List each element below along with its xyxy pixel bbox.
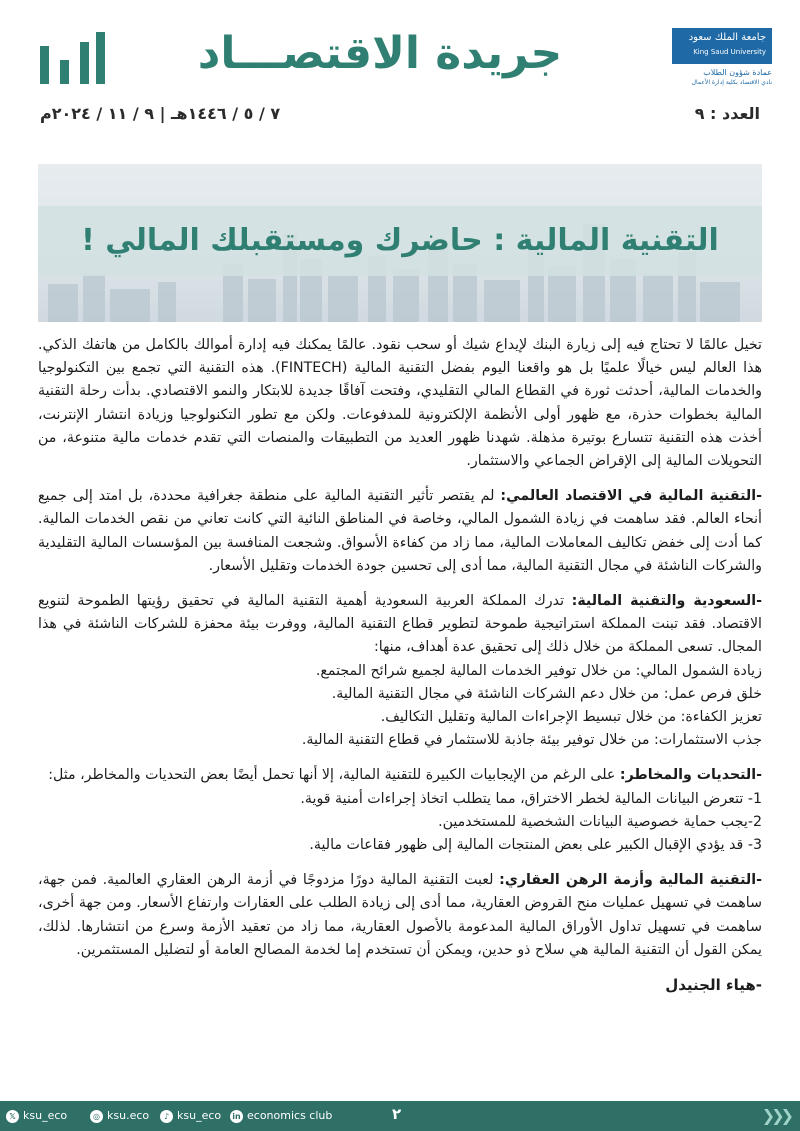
global-economy-section xyxy=(38,485,762,578)
page-footer xyxy=(0,1101,800,1131)
intro-line: تخيل عالمًا لا تحتاج فيه إلى زيارة البنك لإيداع شيك أو سحب نقود. عالمًا يمكنك فيه إدارة أموالك بالكامل من هاتفك الذكي. xyxy=(38,337,762,353)
social-link-tiktok[interactable] xyxy=(160,1107,221,1125)
section-heading: -السعودية والتقنية المالية: xyxy=(571,593,762,610)
intro-line: هذه التقنية تتسارع بوتيرة مذهلة. شهدنا ظهور العديد من التطبيقات والمنصات التي تقدم خدمات مالية متنوعة، من التحويلات xyxy=(38,429,762,470)
page-number: ٢ xyxy=(392,1105,402,1123)
author-name: -هياء الجنيدل xyxy=(665,976,762,995)
section-line: تدرك المملكة العربية السعودية أهمية التقنية المالية في تحقيق رؤيتها الطموحة لتنويع الاقتصاد. xyxy=(38,593,762,633)
issue-number: العدد : ٩ xyxy=(694,104,760,123)
section-line: لعبت التقنية المالية دورًا مزدوجًا في أزمة الرهن العقاري العالمية. فمن جهة، ساهمت في xyxy=(38,872,762,912)
social-link-linkedin[interactable] xyxy=(230,1107,332,1125)
university-logo-box xyxy=(672,28,772,64)
section-line: والشركات الناشئة في مجال التقنية المالية، مما أدى إلى تحسين جودة الخدمات وتقليل الأسعار. xyxy=(208,557,762,574)
university-subtitle xyxy=(672,68,772,88)
linkedin-icon: in xyxy=(230,1110,243,1123)
instagram-icon: ◎ xyxy=(90,1110,103,1123)
risk-item: 1- تتعرض البيانات المالية لخطر الاختراق، مما يتطلب اتخاذ إجراءات أمنية قوية. xyxy=(300,790,762,807)
page-header xyxy=(0,0,800,140)
x-icon: 𝕏 xyxy=(6,1110,19,1123)
intro-line: هذا العالم ليس خيالًا علميًا بل هو واقعنا اليوم بفضل التقنية المالية (FINTECH). هذه التقنية التي تجمع بين التكنولوجيا xyxy=(38,360,762,377)
section-heading: -التقنية المالية في الاقتصاد العالمي: xyxy=(500,488,762,505)
section-heading: -التحديات والمخاطر: xyxy=(619,767,762,784)
newspaper-logo-icon xyxy=(40,32,110,84)
risk-item: 2-يجب حماية خصوصية البيانات الشخصية للمستخدمين. xyxy=(438,813,762,830)
social-link-instagram[interactable] xyxy=(90,1107,149,1125)
university-name-arabic: جامعة الملك سعود xyxy=(688,32,766,43)
social-handle: economics club xyxy=(247,1109,333,1122)
section-line: تسهيل عمليات منح القروض العقارية، مما أدى إلى زيادة الطلب على العقارات وارتفاع الأسعار. ومن جهة أخرى، ساهمت في xyxy=(38,895,762,935)
social-handle: ksu_eco xyxy=(177,1109,222,1122)
risk-item: 3- قد يؤدي الإقبال الكبير على بعض المنتجات المالية إلى ظهور فقاعات مالية. xyxy=(309,837,762,854)
deanship-label: عمادة شؤون الطلاب xyxy=(703,68,772,77)
issue-line xyxy=(40,104,760,136)
club-label: نادي الاقتصاد بكلية إدارة الأعمال xyxy=(691,79,772,86)
goal-item: زيادة الشمول المالي: من خلال توفير الخدمات المالية لجميع شرائح المجتمع. xyxy=(315,662,762,679)
section-line: على الرغم من الإيجابيات الكبيرة للتقنية المالية، إلا أنها تحمل أيضًا بعض التحديات والمخاطر، مثل: xyxy=(48,767,620,784)
goal-item: جذب الاستثمارات: من خلال توفير بيئة جاذبة للاستثمار في قطاع التقنية المالية. xyxy=(301,732,762,749)
section-line: المملكة من خلال ذلك إلى تحقيق عدة أهداف، منها: xyxy=(374,639,673,656)
section-line: التقنية المالية هي سلاح ذو حدين، ويمكن أن تستخدم إما لخدمة المصالح العامة أو لتضليل المستثمرين. xyxy=(76,941,671,958)
article-banner xyxy=(38,164,762,322)
goal-item: تعزيز الكفاءة: من خلال تبسيط الإجراءات المالية وتقليل التكاليف. xyxy=(380,709,762,726)
intro-line: والخدمات المالية، أحدثت ثورة في القطاع المالي التقليدي، وفتحت آفاقًا جديدة للابتكار والنمو الاقتصادي. بدأت رحلة التقنية xyxy=(38,383,762,400)
section-line: تسهيل تداول الأوراق المالية المدعومة بالأصول العقارية، مما زاد من تعقيد الأزمة وسرع من انتشارها. لذلك، يمكن القول أن xyxy=(38,918,762,958)
goal-item: خلق فرص عمل: من خلال دعم الشركات الناشئة في مجال التقنية المالية. xyxy=(331,685,762,702)
section-line: لم يقتصر تأثير التقنية المالية على منطقة جغرافية محددة، بل امتد إلى جميع أنحاء xyxy=(38,488,762,528)
intro-line: المالية إلى الإقراض الجماعي والاستثمار. xyxy=(466,453,703,470)
section-line: فقد تبنت المملكة استراتيجية طموحة لتطوير قطاع التقنية المالية، ووفرت بيئة محفزة للشركات الناشئة في هذا المجال. تسعى xyxy=(38,616,762,656)
social-handle: ksu_eco xyxy=(23,1109,68,1122)
newspaper-title: جريدة الاقتصـــاد xyxy=(197,28,563,79)
saudi-section xyxy=(38,590,762,752)
section-line: إلى خفض تكاليف المعاملات المالية، مما زاد من كفاءة الأسواق. وشجعت المنافسة بين المؤسسات المالية التقليدية xyxy=(38,534,710,551)
article-title: التقنية المالية : حاضرك ومستقبلك المالي ! xyxy=(81,223,719,258)
risks-section xyxy=(38,764,762,857)
mortgage-section xyxy=(38,869,762,962)
university-logo xyxy=(672,28,772,88)
university-name-english: King Saud University xyxy=(693,48,766,56)
intro-paragraph xyxy=(38,334,762,473)
tiktok-icon: ♪ xyxy=(160,1110,173,1123)
section-heading: -التقنية المالية وأزمة الرهن العقاري: xyxy=(499,872,762,889)
article-body xyxy=(38,334,762,997)
social-handle: ksu.eco xyxy=(107,1109,150,1122)
issue-date: ٧ / ٥ / ١٤٤٦هـ | ٩ / ١١ / ٢٠٢٤م xyxy=(40,104,281,123)
intro-line: المالية بخطوات حذرة، مع ظهور أولى الأنظمة الإلكترونية للمدفوعات. ولكن مع تطور التكنولوجيا وزيادة انتشار الإنترنت، أخذت xyxy=(38,406,762,446)
section-line: العالم. فقد ساهمت في زيادة الشمول المالي، وخاصة في المناطق النائية التي كانت تعاني من نقص الخدمات المالية. كما أدت xyxy=(38,511,762,551)
chevrons-right-icon: ❯❯❯ xyxy=(761,1106,790,1125)
social-link-x[interactable] xyxy=(6,1107,67,1125)
